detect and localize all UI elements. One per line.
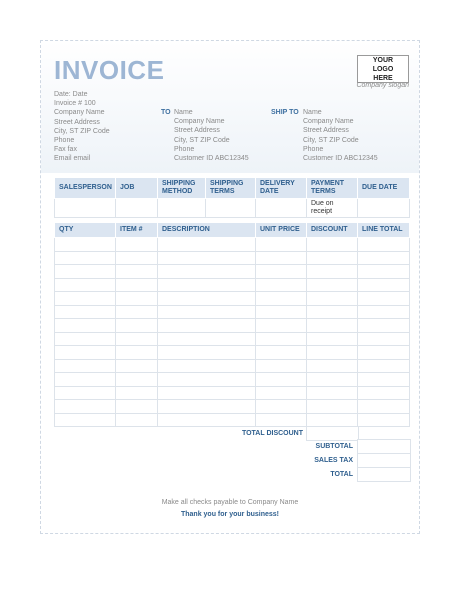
to-customer-id: Customer ID ABC12345 [174,155,249,163]
cell-item-number[interactable] [116,278,158,292]
cell-description[interactable] [158,413,256,427]
cell-qty[interactable] [55,251,116,265]
total-discount-value[interactable] [306,426,359,441]
cell-line-total[interactable] [358,332,410,346]
invoice-number: Invoice # 100 [54,100,96,108]
cell-due-date[interactable] [358,199,410,218]
cell-line-total[interactable] [358,400,410,414]
from-company: Company Name [54,109,105,117]
header-description: DESCRIPTION [158,223,256,238]
table-row [55,373,410,387]
line-items-table [54,222,410,427]
table-row [55,251,410,265]
thank-you-note: Thank you for your business! [180,511,279,518]
table-row [55,292,410,306]
cell-unit-price[interactable] [256,413,307,427]
cell-unit-price[interactable] [256,305,307,319]
cell-job[interactable] [116,199,158,218]
cell-qty[interactable] [55,319,116,333]
cell-item-number[interactable] [116,359,158,373]
cell-qty[interactable] [55,359,116,373]
payable-note: Make all checks payable to Company Name [161,499,299,506]
invoice-date: Date: Date [54,91,88,98]
to-company: Company Name [174,118,225,126]
header-item-number: ITEM # [116,223,158,238]
cell-discount[interactable] [307,278,358,292]
table-row [55,386,410,400]
header-line-total: LINE TOTAL [358,223,410,238]
logo-text: YOUR LOGO HERE [372,56,394,82]
ship-customer-id: Customer ID ABC12345 [303,155,378,163]
cell-description[interactable] [158,251,256,265]
cell-discount[interactable] [307,305,358,319]
header-shipping-terms: SHIPPING TERMS [206,178,256,199]
cell-line-total[interactable] [358,386,410,400]
ship-phone: Phone [303,145,324,153]
cell-line-total[interactable] [358,305,410,319]
cell-item-number[interactable] [116,251,158,265]
line-items-body [55,238,410,427]
cell-line-total[interactable] [358,278,410,292]
table-row [55,332,410,346]
cell-description[interactable] [158,359,256,373]
cell-discount[interactable] [307,359,358,373]
cell-line-total[interactable] [358,265,410,279]
header-delivery-date: DELIVERY DATE [256,178,307,199]
cell-unit-price[interactable] [256,238,307,252]
total-label: TOTAL [330,471,353,478]
cell-qty[interactable] [55,413,116,427]
cell-line-total[interactable] [358,251,410,265]
table-row [55,238,410,252]
cell-line-total[interactable] [358,413,410,427]
cell-unit-price[interactable] [256,386,307,400]
cell-description[interactable] [158,400,256,414]
cell-unit-price[interactable] [256,251,307,265]
table-row [55,359,410,373]
cell-unit-price[interactable] [256,292,307,306]
cell-description[interactable] [158,373,256,387]
cell-qty[interactable] [55,278,116,292]
cell-description[interactable] [158,319,256,333]
cell-discount[interactable] [307,413,358,427]
cell-discount[interactable] [307,292,358,306]
cell-item-number[interactable] [116,265,158,279]
ship-to-label: SHIP TO [271,109,299,116]
cell-discount[interactable] [307,251,358,265]
cell-delivery-date[interactable] [256,199,307,218]
cell-item-number[interactable] [116,386,158,400]
cell-description[interactable] [158,332,256,346]
cell-unit-price[interactable] [256,346,307,360]
invoice-page [40,40,420,534]
cell-shipping-method[interactable] [158,199,206,218]
header-shipping-method: SHIPPING METHOD [158,178,206,199]
order-data-row [55,199,410,218]
company-slogan: Company slogan [356,82,409,89]
cell-item-number[interactable] [116,346,158,360]
cell-discount[interactable] [307,400,358,414]
total-value[interactable] [357,467,411,482]
from-street: Street Address [54,118,100,126]
table-row [55,265,410,279]
header-salesperson: SALESPERSON [55,178,116,199]
order-header-row [55,178,410,199]
cell-item-number[interactable] [116,319,158,333]
cell-unit-price[interactable] [256,278,307,292]
cell-shipping-terms[interactable] [206,199,256,218]
cell-discount[interactable] [307,319,358,333]
cell-qty[interactable] [55,292,116,306]
cell-line-total[interactable] [358,319,410,333]
to-city: City, ST ZIP Code [174,136,230,144]
cell-discount[interactable] [307,346,358,360]
to-block [174,108,249,163]
cell-unit-price[interactable] [256,359,307,373]
header-discount: DISCOUNT [307,223,358,238]
cell-description[interactable] [158,278,256,292]
cell-description[interactable] [158,238,256,252]
cell-qty[interactable] [55,265,116,279]
sales-tax-label: SALES TAX [314,457,353,464]
cell-line-total[interactable] [358,359,410,373]
cell-discount[interactable] [307,265,358,279]
subtotal-value[interactable] [357,439,411,454]
header-qty: QTY [55,223,116,238]
sales-tax-value[interactable] [357,453,411,468]
cell-qty[interactable] [55,332,116,346]
cell-qty[interactable] [55,238,116,252]
cell-description[interactable] [158,386,256,400]
invoice-title: INVOICE [54,55,165,85]
cell-salesperson[interactable] [55,199,116,218]
cell-qty[interactable] [55,373,116,387]
order-details-table [54,177,410,218]
cell-item-number[interactable] [116,238,158,252]
header-unit-price: UNIT PRICE [256,223,307,238]
cell-qty[interactable] [55,346,116,360]
header-payment-terms: PAYMENT TERMS [307,178,358,199]
ship-company: Company Name [303,118,354,126]
cell-item-number[interactable] [116,413,158,427]
cell-qty[interactable] [55,305,116,319]
table-row [55,413,410,427]
from-fax: Fax fax [54,146,77,154]
cell-discount[interactable] [307,238,358,252]
cell-unit-price[interactable] [256,332,307,346]
cell-item-number[interactable] [116,292,158,306]
cell-item-number[interactable] [116,332,158,346]
subtotal-label: SUBTOTAL [315,443,353,450]
cell-description[interactable] [158,305,256,319]
cell-discount[interactable] [307,373,358,387]
total-discount-label: TOTAL DISCOUNT [241,430,303,437]
cell-item-number[interactable] [116,400,158,414]
from-block [54,90,110,164]
cell-unit-price[interactable] [256,400,307,414]
cell-unit-price[interactable] [256,265,307,279]
cell-line-total[interactable] [358,292,410,306]
cell-line-total[interactable] [358,346,410,360]
cell-discount[interactable] [307,332,358,346]
table-row [55,400,410,414]
to-label: TO [161,109,171,116]
to-phone: Phone [174,145,195,153]
from-phone: Phone [54,137,75,145]
cell-description[interactable] [158,292,256,306]
cell-description[interactable] [158,265,256,279]
cell-discount[interactable] [307,386,358,400]
cell-qty[interactable] [55,386,116,400]
from-email: Email email [54,155,91,163]
ship-street: Street Address [303,127,349,135]
header-due-date: DUE DATE [358,178,410,199]
cell-line-total[interactable] [358,238,410,252]
cell-item-number[interactable] [116,305,158,319]
cell-qty[interactable] [55,400,116,414]
to-name: Name [174,109,193,116]
table-row [55,319,410,333]
logo-placeholder[interactable] [357,55,409,83]
table-row [55,305,410,319]
to-street: Street Address [174,127,220,135]
cell-payment-terms[interactable]: Due on receipt [307,199,358,218]
cell-description[interactable] [158,346,256,360]
header-job: JOB [116,178,158,199]
table-row [55,278,410,292]
cell-unit-price[interactable] [256,319,307,333]
table-row [55,346,410,360]
cell-unit-price[interactable] [256,373,307,387]
ship-name: Name [303,109,322,116]
from-city: City, ST ZIP Code [54,127,110,135]
cell-line-total[interactable] [358,373,410,387]
cell-item-number[interactable] [116,373,158,387]
ship-city: City, ST ZIP Code [303,136,359,144]
items-header-row [55,223,410,238]
ship-to-block [303,108,378,163]
